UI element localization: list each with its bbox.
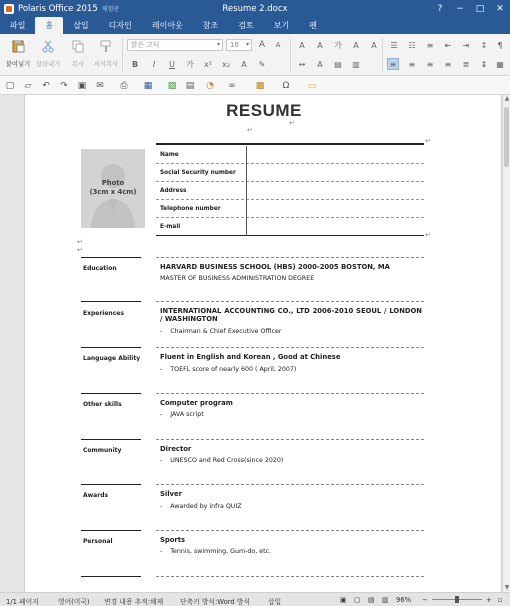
italic-button[interactable]: I (152, 59, 156, 69)
personal-detail: Tennis, swimming, Gum-do, etc. (170, 548, 272, 555)
tab-design[interactable]: 디자인 (108, 21, 132, 30)
ribbon (0, 34, 510, 76)
skills-detail: JAVA script (170, 411, 204, 418)
section-rule (81, 347, 141, 348)
document-title: Resume 2.docx (222, 3, 288, 14)
show-marks-icon[interactable]: ¶ (497, 40, 503, 50)
font-color-dropdown-icon[interactable]: A (317, 59, 323, 69)
bullet-list-icon[interactable]: ☰ (390, 40, 398, 50)
draft-view-icon[interactable]: ▥ (382, 596, 389, 604)
scrollbar-thumb[interactable] (504, 107, 509, 167)
info-label: Name (160, 152, 179, 158)
info-divider (246, 146, 247, 164)
distribute-icon[interactable]: ≣ (462, 59, 470, 69)
track-changes-indicator[interactable]: 변경 내용 추적:해제 (104, 598, 164, 606)
highlight-color-icon[interactable]: ▥ (352, 59, 360, 69)
section-rule (81, 257, 141, 258)
superscript-icon[interactable]: x² (204, 59, 212, 69)
cut-button[interactable] (34, 37, 62, 73)
info-row-name (156, 146, 424, 164)
paragraph-mark: ↵ (425, 137, 431, 145)
ribbon-divider (290, 38, 291, 72)
section-rule (81, 301, 141, 302)
info-divider (246, 164, 247, 182)
info-label: E-mail (160, 224, 181, 230)
experience-heading: INTERNATIONAL ACCOUNTING CO., LTD 2006-2010 SEOUL / LONDON / WASHINGTON (160, 307, 422, 323)
community-bullet: - UNESCO and Red Cross(since 2020) (160, 457, 284, 464)
font-size-select[interactable] (226, 39, 252, 51)
scissors-icon (41, 39, 55, 53)
format-painter-button[interactable] (92, 37, 120, 73)
numbered-list-icon[interactable]: ☷ (408, 40, 416, 50)
info-label: Telephone number (160, 206, 221, 212)
tab-pen[interactable]: 펜 (309, 21, 317, 30)
font-name-select[interactable] (127, 39, 223, 51)
document-page[interactable] (24, 95, 502, 592)
awards-bullet: - Awarded by infra QUIZ (160, 503, 242, 510)
shrink-font-button[interactable]: A (275, 41, 281, 49)
section-rule (81, 439, 141, 440)
multilevel-list-icon[interactable]: ≡ (426, 40, 434, 50)
info-divider (246, 200, 247, 218)
grow-font-button[interactable]: A (258, 40, 266, 50)
insert-mode-indicator[interactable]: 삽입 (268, 598, 282, 606)
info-divider (246, 182, 247, 200)
line-spacing-icon[interactable]: ↨ (480, 59, 488, 69)
section-rule (81, 393, 141, 394)
education-heading: HARVARD BUSINESS SCHOOL (HBS) 2000-2005 BOSTON, MA (160, 263, 390, 271)
photo-caption (81, 179, 145, 197)
bold-button[interactable]: B (131, 59, 139, 69)
scroll-down-icon[interactable]: ▼ (504, 584, 510, 591)
format-painter-label: 서식복사 (93, 61, 119, 68)
paragraph-shade-icon[interactable]: ▦ (496, 59, 504, 69)
info-row-address (156, 182, 424, 200)
copy-button[interactable] (64, 37, 92, 73)
increase-indent-icon[interactable]: ⇥ (462, 40, 470, 50)
section-divider (156, 257, 424, 258)
print-icon[interactable]: ⎙ (120, 81, 128, 91)
font-size-value: 10 (230, 41, 239, 49)
tab-view[interactable]: 보기 (273, 21, 290, 30)
section-rule (81, 530, 141, 531)
maximize-button[interactable]: □ (475, 3, 485, 14)
info-row-email (156, 218, 424, 236)
language-detail: TOEFL score of nearly 600 ( April, 2007) (170, 366, 297, 373)
char-format-icon[interactable]: A (317, 40, 323, 50)
sort-icon[interactable]: ↕ (480, 40, 488, 50)
community-detail: UNESCO and Red Cross(since 2020) (170, 457, 284, 464)
font-name-value: 맑은 고딕 (131, 41, 160, 49)
paragraph-mark: ↵ (77, 238, 83, 246)
shape-icon[interactable]: ◔ (206, 81, 214, 91)
char-spacing-icon[interactable]: ↔ (298, 59, 306, 69)
phonetic-icon[interactable]: 가 (334, 40, 342, 50)
paste-button[interactable] (4, 37, 32, 73)
symbol-icon[interactable]: Ω (282, 81, 290, 91)
align-center-icon[interactable]: ≡ (408, 59, 416, 69)
section-label-language: Language Ability (83, 355, 141, 362)
print-layout-icon[interactable]: ▣ (340, 596, 347, 604)
save-icon[interactable]: ▣ (77, 81, 87, 91)
underline-button[interactable]: U (169, 59, 175, 69)
info-row-telephone (156, 200, 424, 218)
vertical-scrollbar[interactable] (502, 95, 510, 592)
redo-icon[interactable]: ↷ (60, 81, 68, 91)
page-indicator: 1/1 페이지 (6, 598, 39, 606)
decrease-indent-icon[interactable]: ⇤ (444, 40, 452, 50)
justify-icon[interactable]: ≡ (444, 59, 452, 69)
image-icon[interactable]: ▨ (167, 81, 177, 91)
section-rule (81, 484, 141, 485)
ribbon-divider (122, 38, 123, 72)
paragraph-mark: ↵ (289, 119, 295, 127)
paragraph-mark: ↵ (77, 246, 83, 254)
app-logo-icon (4, 4, 14, 14)
photo-caption-line1: Photo (101, 179, 125, 187)
char-border-icon[interactable]: A (353, 40, 359, 50)
brush-icon (99, 39, 113, 53)
web-layout-icon[interactable]: ▢ (354, 596, 361, 604)
photo-caption-line2: (3cm x 4cm) (89, 188, 137, 196)
section-divider (156, 484, 424, 485)
fit-page-icon[interactable]: ▫ (498, 596, 503, 604)
info-label: Social Security number (160, 170, 236, 176)
strikethrough-button[interactable]: 가 (186, 59, 194, 69)
paragraph-mark: ↵ (247, 126, 253, 134)
tab-references[interactable]: 참조 (202, 21, 219, 30)
copy-label: 복사 (71, 61, 85, 68)
outline-view-icon[interactable]: ▤ (368, 596, 375, 604)
language-heading: Fluent in English and Korean , Good at Chinese (160, 353, 341, 361)
font-color-icon[interactable]: A (299, 40, 305, 50)
status-bar (0, 592, 510, 606)
section-divider (156, 439, 424, 440)
skills-heading: Computer program (160, 399, 233, 407)
text-effect-icon[interactable]: A (241, 59, 247, 69)
education-degree: MASTER OF BUSINESS ADMINISTRATION DEGREE (160, 275, 315, 282)
section-label-community: Community (83, 447, 122, 454)
info-label: Address (160, 188, 187, 194)
section-label-personal: Personal (83, 538, 113, 545)
zoom-value: 96% (396, 596, 412, 604)
clear-format-icon[interactable]: A (371, 40, 377, 50)
awards-heading: Silver (160, 490, 182, 498)
link-icon[interactable]: ∞ (228, 81, 236, 91)
tab-insert[interactable]: 삽입 (73, 21, 89, 30)
new-document-icon[interactable]: ▢ (5, 81, 15, 91)
undo-icon[interactable]: ↶ (42, 81, 50, 91)
ribbon-divider (382, 38, 383, 72)
mail-icon[interactable]: ✉ (96, 81, 104, 91)
tab-layout[interactable]: 레이아웃 (151, 21, 183, 30)
text-shade-icon[interactable]: ▤ (334, 59, 342, 69)
quick-access-toolbar (0, 77, 510, 95)
close-button[interactable]: ✕ (496, 3, 504, 14)
document-workspace (0, 95, 510, 592)
help-button[interactable]: ? (437, 3, 443, 14)
copy-icon (71, 39, 85, 53)
tab-review[interactable]: 검토 (238, 21, 254, 30)
edition-label: 체험판 (101, 6, 120, 13)
chart-icon[interactable]: ▤ (185, 81, 195, 91)
language-indicator[interactable]: 영어(미국) (58, 598, 90, 606)
info-table-border (156, 143, 424, 145)
community-heading: Director (160, 445, 192, 453)
highlight-icon[interactable]: ✎ (258, 59, 266, 69)
section-divider (156, 393, 424, 394)
section-rule (81, 576, 141, 577)
skills-bullet: - JAVA script (160, 411, 204, 418)
personal-heading: Sports (160, 536, 186, 544)
open-folder-icon[interactable]: ▱ (24, 81, 32, 91)
info-divider (246, 218, 247, 236)
section-divider (156, 347, 424, 348)
tab-file[interactable]: 파일 (10, 21, 26, 30)
resume-title: RESUME (226, 101, 302, 120)
zoom-in-icon[interactable]: + (486, 596, 492, 604)
cut-label: 잘라내기 (35, 61, 61, 68)
align-right-icon[interactable]: ≡ (426, 59, 434, 69)
photo-placeholder (81, 149, 145, 228)
section-label-awards: Awards (83, 492, 109, 499)
experience-bullet: - Chairman & Chief Executive Officer (160, 328, 282, 335)
experience-role: Chairman & Chief Executive Officer (170, 328, 282, 335)
zoom-slider-handle[interactable] (455, 596, 459, 603)
app-name: Polaris Office 2015 (18, 3, 98, 14)
minimize-button[interactable]: − (456, 3, 464, 14)
awards-detail: Awarded by infra QUIZ (170, 503, 242, 510)
zoom-out-icon[interactable]: − (422, 596, 428, 604)
align-left-icon[interactable]: ≡ (387, 58, 399, 70)
tab-home[interactable]: 홈 (35, 17, 63, 34)
paste-label: 붙여넣기 (5, 61, 31, 68)
section-label-education: Education (83, 265, 117, 272)
clipboard-icon (11, 39, 25, 53)
section-label-skills: Other skills (83, 401, 122, 408)
section-label-experiences: Experiences (83, 310, 124, 317)
language-bullet: - TOEFL score of nearly 600 ( April, 2007) (160, 366, 297, 373)
section-divider (156, 530, 424, 531)
personal-bullet: - Tennis, swimming, Gum-do, etc. (160, 548, 272, 555)
menu-bar (0, 17, 510, 34)
title-bar (0, 0, 510, 17)
subscript-icon[interactable]: x₂ (222, 59, 230, 69)
chevron-down-icon: ▾ (216, 41, 220, 48)
paragraph-mark: ↵ (425, 231, 431, 239)
section-divider (156, 576, 424, 577)
memo-icon[interactable]: ▭ (307, 81, 317, 91)
info-row-ssn (156, 164, 424, 182)
section-divider (156, 301, 424, 302)
chevron-down-icon: ▾ (245, 41, 249, 48)
table-icon[interactable]: ▦ (143, 81, 153, 91)
scroll-up-icon[interactable]: ▲ (504, 95, 510, 102)
textbox-icon[interactable]: ▩ (255, 81, 265, 91)
shortcut-mode-indicator[interactable]: 단축키 방식:Word 방식 (180, 598, 251, 606)
